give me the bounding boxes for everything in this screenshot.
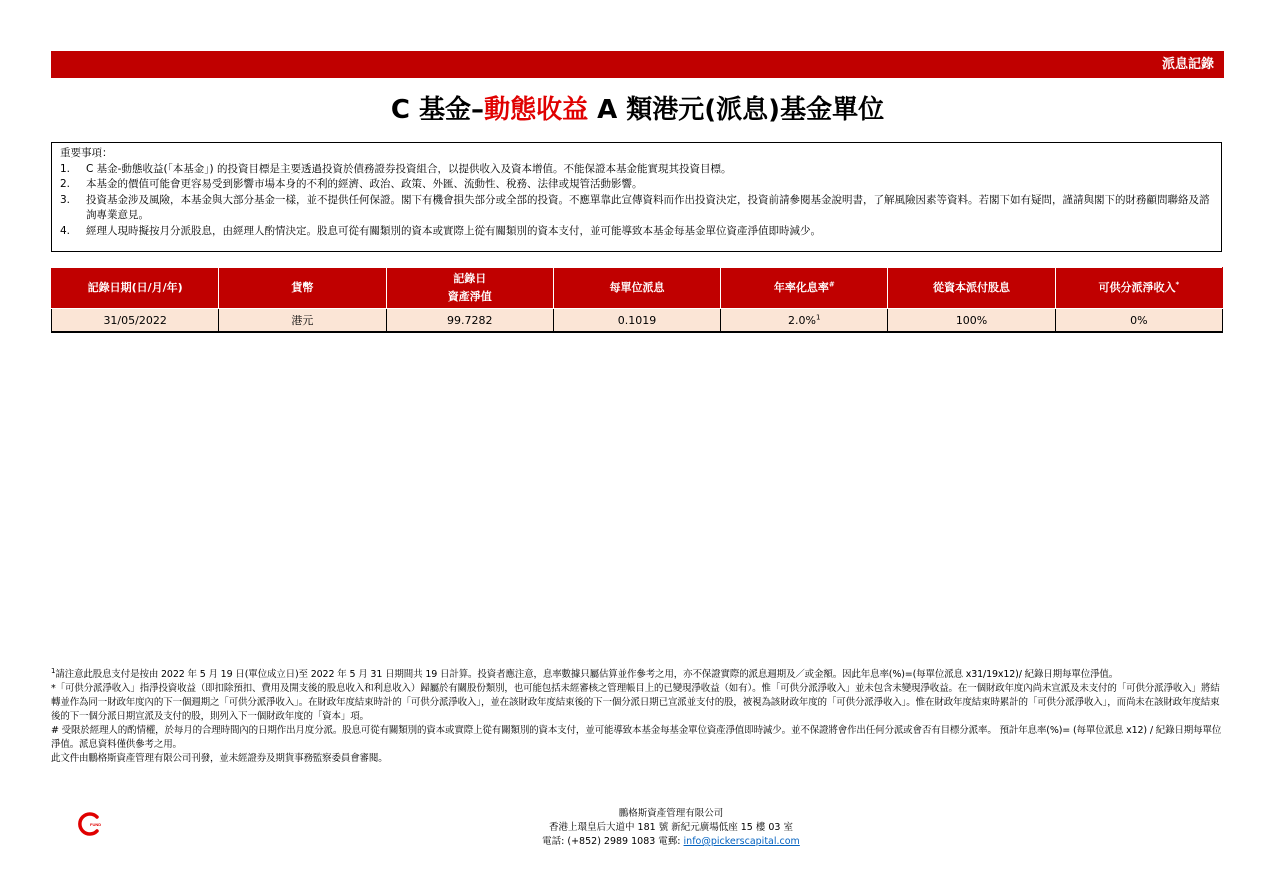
header-currency: 貨幣 (219, 268, 386, 309)
footnote-2: *「可供分派淨收入」指淨投資收益（即扣除預扣、費用及開支後的股息收入和利息收入）歸屬於有關股份類別，也可能包括未經審核之管理帳目上的已變現淨收益（如有）。惟「可供分派淨收入」並未包含未變現淨收益。在一個財政年度內尚未宣派及未支付的「可供分派淨收入」將結轉並作為同一財政年度內的下一個週期之「可供分派淨收入」。在財政年度結束時計的「可供分派淨收入」，並在該財政年度結束後的下一個分派日期已宣派並支付的股，被視為該財政年度的「可供分派淨收入」。惟在財政年度結束時累計的「可供分派淨收入」，而尚未在該財政年度結束後的下一個分派日期宣派及支付的股，則列入下一個財政年度的「資本」項。 (51, 683, 1220, 722)
title-fund-name: C 基金– (390, 95, 485, 125)
notice-item-number: 4. (60, 224, 71, 237)
notice-item-number: 1. (60, 162, 71, 175)
header-dividend-per-unit: 每單位派息 (553, 268, 720, 309)
header-nav (386, 268, 553, 309)
header-paid-from-capital: 從資本派付股息 (888, 268, 1055, 309)
notice-item (60, 193, 1213, 224)
header-net-income-label: 可供分派淨收入 (1098, 281, 1176, 294)
header-record-date: 記錄日期(日/月/年) (52, 268, 219, 309)
footnotes (51, 668, 1223, 766)
important-notice-box (51, 142, 1222, 252)
header-nav-line2: 資產淨值 (447, 290, 492, 303)
company-phone: 電話: (+852) 2989 1083 電郵: (542, 836, 684, 847)
notice-item (60, 177, 1213, 193)
cell-yield-mark: 1 (816, 312, 821, 321)
distribution-table (51, 267, 1223, 333)
footnote-1-mark: 1 (51, 666, 56, 675)
notice-item-text: 經理人現時擬按月分派股息，由經理人酌情決定。股息可從有關類別的資本或實際上從有關類別的資本支付，並可能導致本基金每基金單位資產淨值即時減少。 (86, 224, 821, 237)
notice-item-text: 本基金的價值可能會更容易受到影響市場本身的不利的經濟、政治、政策、外匯、流動性、稅務、法律或規管活動影響。 (86, 178, 643, 190)
header-net-income-mark: * (1175, 280, 1180, 289)
footnote-4: 此文件由鵬格斯資產管理有限公司刊發，並未經證券及期貨事務監察委員會審閱。 (51, 753, 388, 764)
notice-item-text: 投資基金涉及風險，本基金與大部分基金一樣，並不提供任何保證。閣下有機會損失部分或全部的投資。不應單靠此宣傳資料而作出投資決定，投資前請參閱基金說明書，了解風險因素等資料。若閣下如有疑問，謹請與閣下的財務顧問聯絡及諮詢專業意見。 (86, 193, 1210, 221)
cell-dividend: 0.1019 (553, 309, 720, 333)
header-annualized-yield (721, 268, 888, 309)
footnote-3: # 受限於經理人的酌情權，於每月的合理時間內的日期作出月度分派。股息可從有關類別的資本或實際上從有關類別的資本支付，並可能導致本基金每基金單位資產淨值即時減少。並不保證將會作出任何分派或會否有目標分派率。 預計年息率(%)= (每單位派息 x12) / 紀錄日期每單位淨值。派息資料僅供參考之用。 (51, 725, 1222, 750)
company-address: 香港上環皇后大道中 181 號 新紀元廣場低座 15 樓 03 室 (549, 822, 793, 833)
cell-currency: 港元 (219, 309, 386, 333)
cell-yield-value: 2.0% (788, 313, 816, 327)
table-header-row (52, 268, 1223, 309)
company-name: 鵬格斯資產管理有限公司 (618, 808, 724, 819)
notice-heading: 重要事項： (60, 147, 113, 159)
notice-item (60, 162, 1213, 178)
footnote-1 (51, 668, 1223, 682)
email-link[interactable]: info@pickerscapital.com (683, 836, 800, 847)
logo-text: FUND (90, 822, 102, 827)
notice-item-number: 3. (60, 193, 71, 206)
header-banner: 派息記錄 (51, 51, 1224, 78)
company-logo (75, 810, 103, 838)
header-yield-mark: # (828, 280, 835, 289)
title-highlight: 動態收益 (484, 95, 589, 125)
cell-record-date: 31/05/2022 (52, 309, 219, 333)
cell-net-income: 0% (1055, 309, 1222, 333)
table-row (52, 309, 1223, 333)
cell-nav: 99.7282 (386, 309, 553, 333)
cell-yield (721, 309, 888, 333)
footnote-1-text: 請注意此股息支付是按由 2022 年 5 月 19 日(單位成立日)至 2022 年 5 月 31 日期間共 19 日計算。投資者應注意，息率數據只屬估算並作參考之用，亦不保證實際的派息週期及／或金額。因此年息率(%)=(每單位派息 x31/19x12)/ 紀錄日期每單位淨值。 (55, 669, 1119, 680)
page-title (51, 90, 1224, 130)
notice-item (60, 224, 1213, 240)
notice-item-number: 2. (60, 178, 71, 190)
notice-item-text: C 基金-動態收益(「本基金」) 的投資目標是主要透過投資於債務證券投資組合，以提供收入及資本增值。不能保證本基金能實現其投資目標。 (86, 162, 732, 175)
cell-capital: 100% (888, 309, 1055, 333)
company-info (471, 807, 871, 849)
header-net-income (1055, 268, 1222, 309)
company-contact (471, 835, 871, 849)
header-nav-line1: 記錄日 (453, 272, 487, 285)
header-yield-label: 年率化息率 (773, 281, 829, 294)
title-class: A 類港元(派息)基金單位 (588, 95, 885, 125)
